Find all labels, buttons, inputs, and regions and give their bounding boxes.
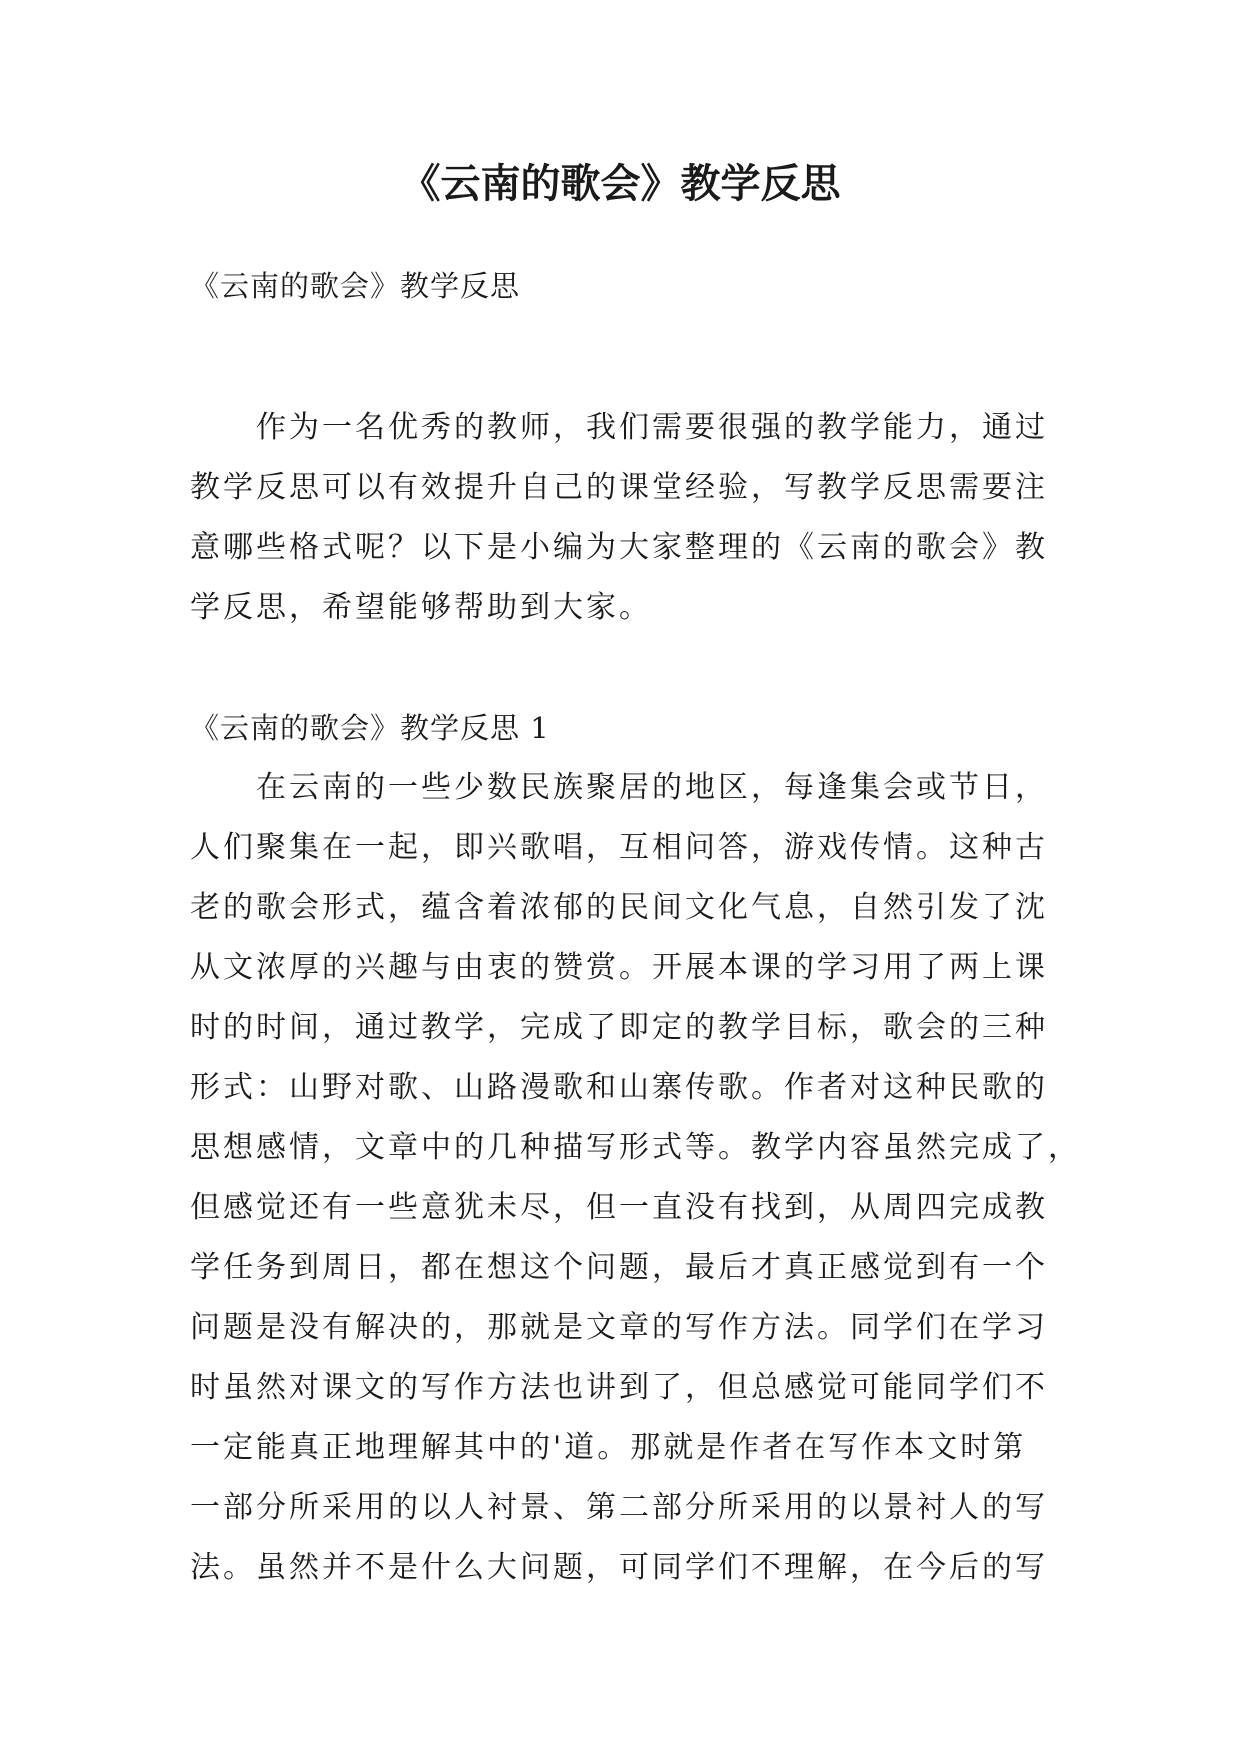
paragraph-line: 问题是没有解决的，那就是文章的写作方法。同学们在学习 xyxy=(190,1310,1048,1345)
paragraph-line: 一定能真正地理解其中的'道。那就是作者在写作本文时第 xyxy=(190,1430,1027,1465)
paragraph-line: 老的歌会形式，蕴含着浓郁的民间文化气息，自然引发了沈 xyxy=(190,890,1048,925)
paragraph-line: 一部分所采用的以人衬景、第二部分所采用的以景衬人的写 xyxy=(190,1490,1048,1525)
paragraph-line: 从文浓厚的兴趣与由衷的赞赏。开展本课的学习用了两上课 xyxy=(190,950,1048,985)
paragraph-line: 时的时间，通过教学，完成了即定的教学目标，歌会的三种 xyxy=(190,1010,1048,1045)
paragraph-line: 人们聚集在一起，即兴歌唱，互相问答，游戏传情。这种古 xyxy=(190,830,1048,865)
page-title: 《云南的歌会》教学反思 xyxy=(400,161,841,207)
paragraph-line: 在云南的一些少数民族聚居的地区，每逢集会或节日， xyxy=(190,770,1048,805)
document-subtitle: 《云南的歌会》教学反思 xyxy=(190,269,521,303)
paragraph-line: 法。虽然并不是什么大问题，可同学们不理解，在今后的写 xyxy=(190,1550,1048,1585)
section-heading: 《云南的歌会》教学反思 1 xyxy=(190,711,550,745)
paragraph-line: 教学反思可以有效提升自己的课堂经验，写教学反思需要注 xyxy=(190,470,1048,505)
paragraph-line: 形式：山野对歌、山路漫歌和山寨传歌。作者对这种民歌的 xyxy=(190,1070,1048,1105)
paragraph-line: 时虽然对课文的写作方法也讲到了，但总感觉可能同学们不 xyxy=(190,1370,1048,1405)
paragraph-line: 但感觉还有一些意犹未尽，但一直没有找到，从周四完成教 xyxy=(190,1190,1048,1225)
paragraph-line: 学反思，希望能够帮助到大家。 xyxy=(190,590,652,625)
paragraph-line: 思想感情，文章中的几种描写形式等。教学内容虽然完成了， xyxy=(190,1130,1081,1165)
paragraph-line: 学任务到周日，都在想这个问题，最后才真正感觉到有一个 xyxy=(190,1250,1048,1285)
paragraph-line: 作为一名优秀的教师，我们需要很强的教学能力，通过 xyxy=(190,410,1048,445)
paragraph-line: 意哪些格式呢？以下是小编为大家整理的《云南的歌会》教 xyxy=(190,530,1048,565)
